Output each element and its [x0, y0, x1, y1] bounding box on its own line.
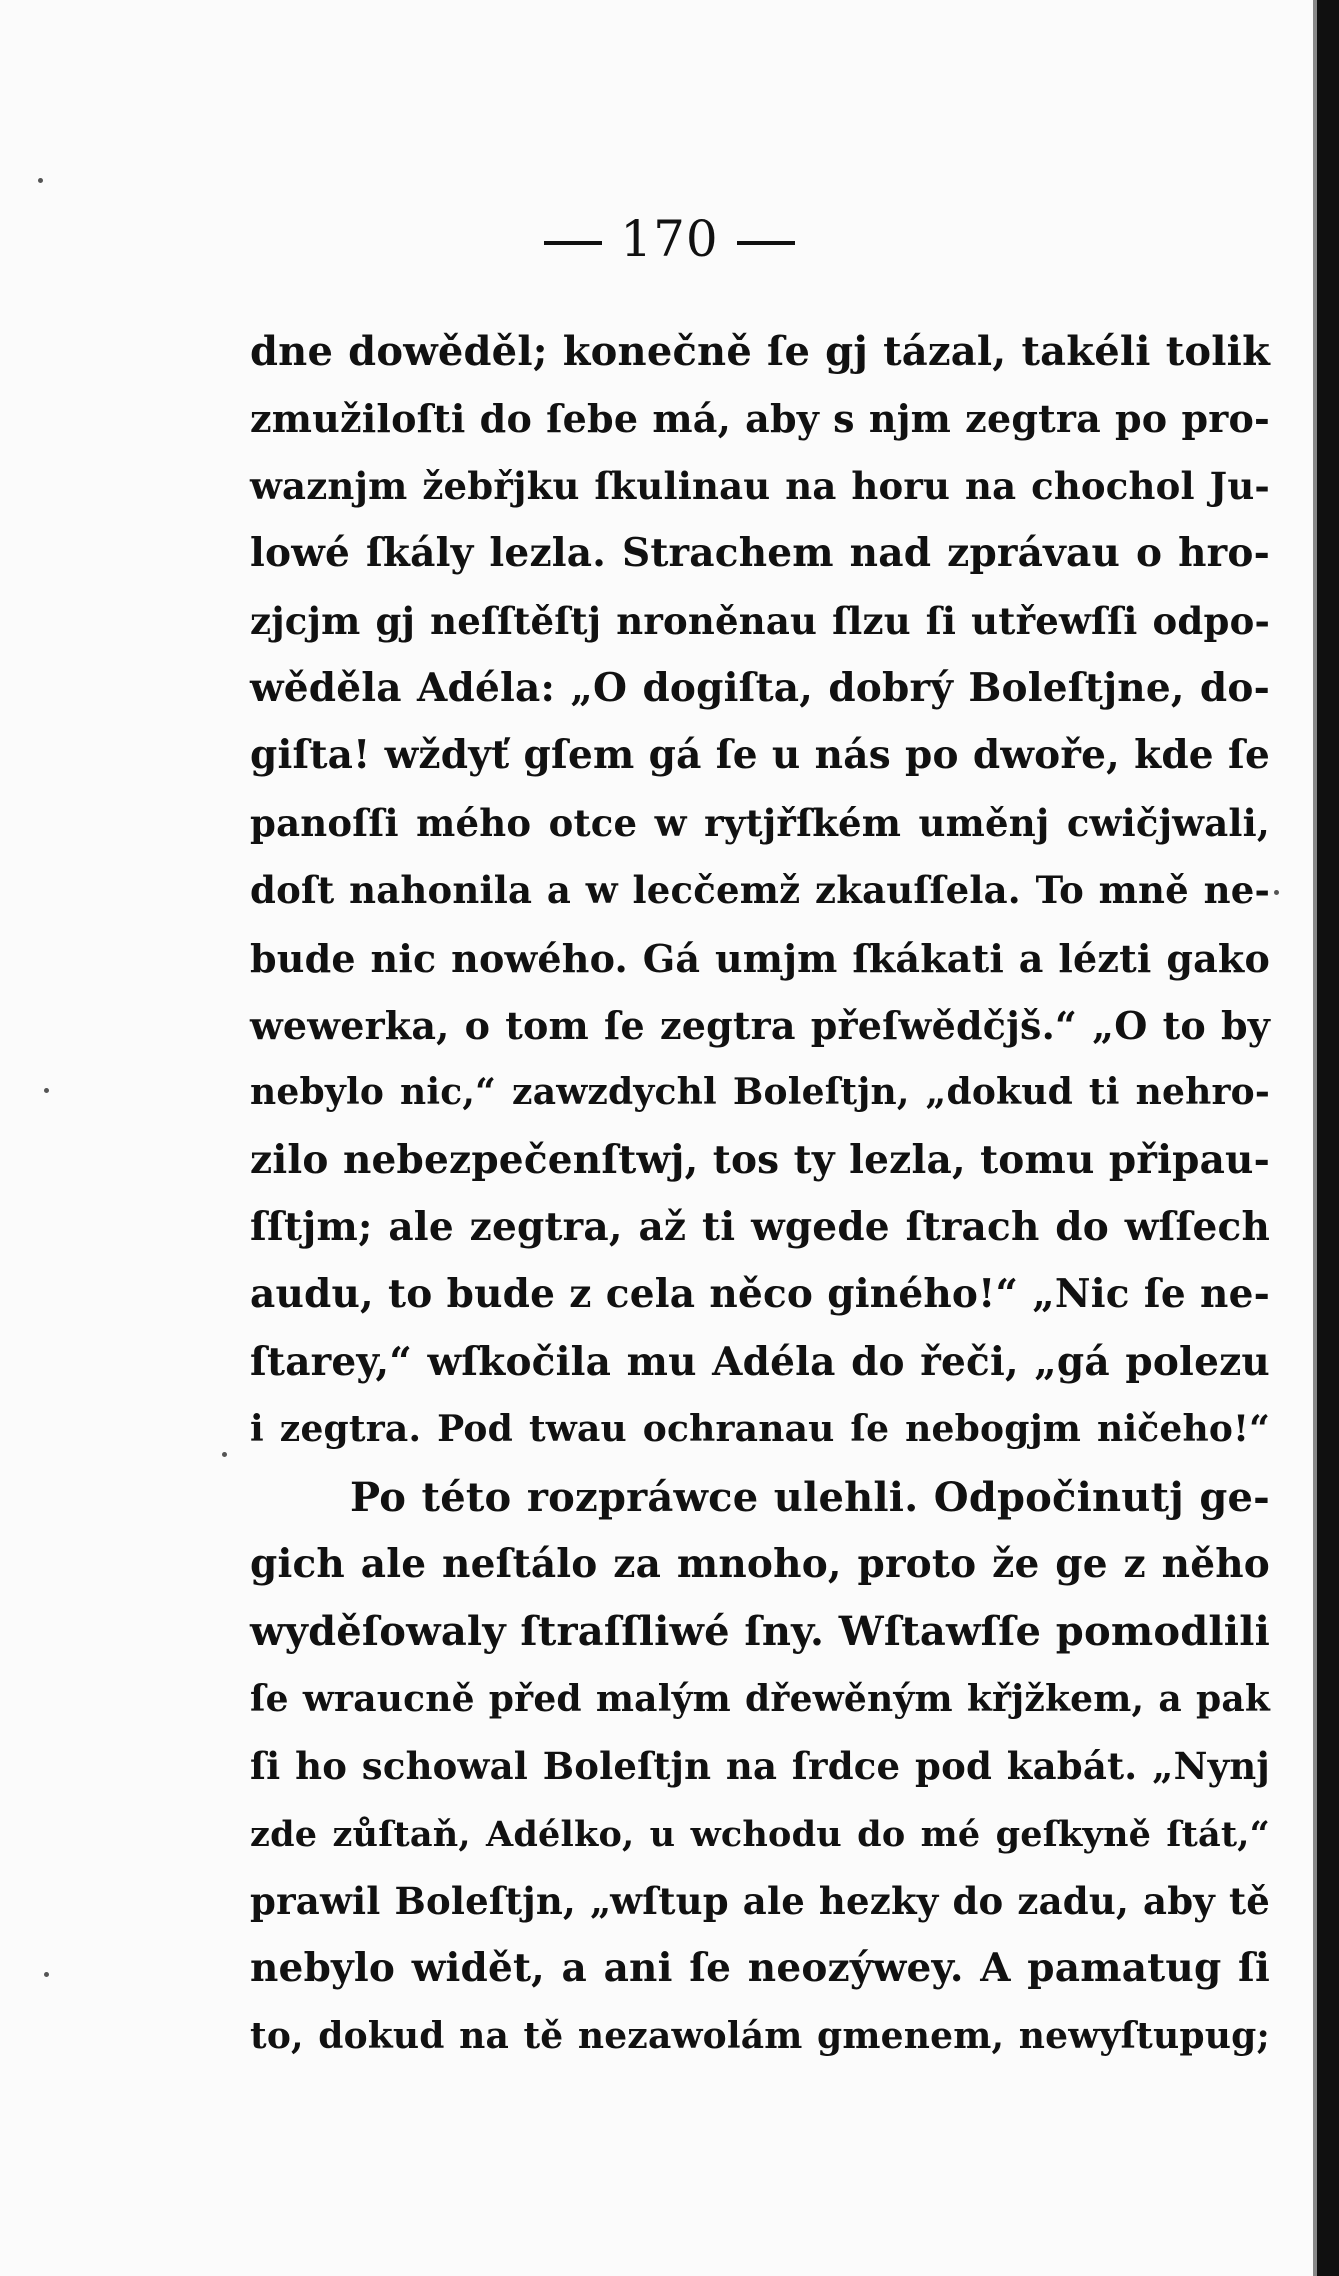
text-line: dne dowěděl; konečně ſe gj tázal, takéli tolik — [250, 328, 1270, 375]
text-line: zjcjm gj neſſtěſtj nroněnau ſlzu ſi utřewſſi odpo- — [250, 598, 1270, 643]
text-line: ſſtjm; ale zegtra, až ti wgede ſtrach do wſſech — [250, 1204, 1270, 1251]
text-line: zde zůſtaň, Adélko, u wchodu do mé geſkyně ſtát,“ — [250, 1813, 1270, 1855]
text-line: wyděſowaly ſtraſſliwé ſny. Wſtawſſe pomodlili — [250, 1608, 1270, 1656]
text-line: bude nic nowého. Gá umjm ſkákati a lézti gako — [250, 935, 1270, 981]
text-line: audu, to bude z cela něco giného!“ „Nic ſe ne- — [250, 1271, 1270, 1318]
scan-speck — [222, 1452, 227, 1457]
text-line: gich ale neſtálo za mnoho, proto že ge z něho — [250, 1541, 1270, 1588]
text-line: panoſſi mého otce w rytjřſkém uměnj cwičjwali, — [250, 800, 1270, 845]
text-line: giſta! wždyť gſem gá ſe u nás po dwoře, kde ſe — [250, 732, 1270, 779]
scan-border — [1317, 0, 1339, 2276]
text-line: wěděla Adéla: „O dogiſta, dobrý Boleſtjne, do- — [250, 664, 1270, 711]
text-line: ſtarey,“ wſkočila mu Adéla do řeči, „gá polezu — [250, 1338, 1270, 1385]
text-line: zmužiloſti do ſebe má, aby s njm zegtra po pro- — [250, 396, 1270, 442]
scan-speck — [44, 1972, 49, 1977]
text-line: waznjm žebřjku ſkulinau na horu na chochol Ju- — [250, 463, 1270, 508]
text-line: ſe wraucně před malým dřewěným křjžkem, a pak — [250, 1677, 1270, 1720]
text-line: i zegtra. Pod twau ochranau ſe nebogjm ničeho!“ — [250, 1408, 1270, 1451]
text-line: nebylo nic,“ zawzdychl Boleſtjn, „dokud ti nehro- — [250, 1071, 1270, 1114]
header-dash-right — [737, 241, 795, 245]
text-line: Po této rozpráwce ulehli. Odpočinutj ge- — [350, 1473, 1270, 1521]
scan-speck — [38, 178, 43, 183]
text-line: lowé ſkály lezla. Strachem nad zprávau o hro- — [250, 530, 1270, 577]
text-line: ſi ho schowal Boleſtjn na ſrdce pod kabát. „Nynj — [250, 1744, 1270, 1789]
page-number: 170 — [620, 210, 719, 268]
text-line: to, dokud na tě nezawolám gmenem, newyſtupug; — [250, 2014, 1270, 2057]
text-line: zilo nebezpečenſtwj, tos ty lezla, tomu připau- — [250, 1136, 1270, 1183]
text-line: prawil Boleſtjn, „wſtup ale hezky do zadu, aby tě — [250, 1878, 1270, 1923]
text-line: wewerka, o tom ſe zegtra přeſwědčjš.“ „O to by — [250, 1002, 1270, 1048]
body-text — [250, 318, 1270, 2070]
text-line: doſt nahonila a w lecčemž zkauſſela. To mně ne- — [250, 868, 1270, 913]
page-header — [0, 210, 1339, 268]
text-line: nebylo widět, a ani ſe neozýwey. A pamatug ſi — [250, 1945, 1270, 1992]
scan-speck — [1274, 890, 1279, 895]
scan-speck — [44, 1088, 49, 1093]
header-dash-left — [544, 241, 602, 245]
